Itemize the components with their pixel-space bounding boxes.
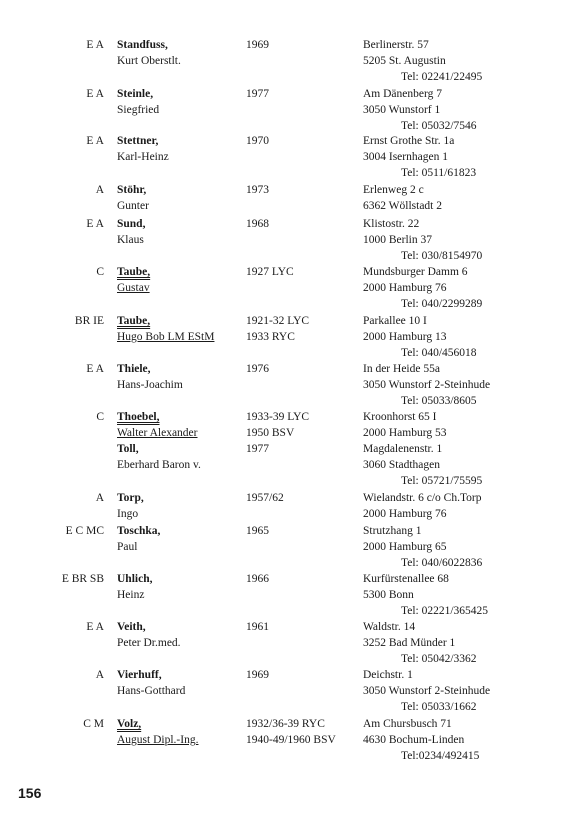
year-line: 1940-49/1960 BSV bbox=[246, 734, 336, 746]
member-given-name: Hans-Gotthard bbox=[117, 685, 186, 697]
membership-code: E BR SB bbox=[61, 573, 104, 585]
membership-code: C M bbox=[83, 718, 104, 730]
address-line: Strutzhang 1 bbox=[363, 525, 422, 537]
member-given-name: Klaus bbox=[117, 234, 144, 246]
year-line: 1927 LYC bbox=[246, 266, 294, 278]
address-line: 3252 Bad Münder 1 bbox=[363, 637, 456, 649]
member-given-name: Gunter bbox=[117, 200, 149, 212]
year-line: 1932/36-39 RYC bbox=[246, 718, 325, 730]
page-number: 156 bbox=[18, 785, 42, 801]
member-address bbox=[363, 490, 482, 522]
member-address bbox=[363, 86, 477, 134]
address-line: Magdalenenstr. 1 bbox=[363, 443, 443, 455]
member-surname: Vierhuff, bbox=[117, 669, 162, 681]
member-surname: Steinle, bbox=[117, 88, 154, 100]
address-line: Parkallee 10 I bbox=[363, 315, 427, 327]
member-name bbox=[117, 619, 181, 651]
member-address bbox=[363, 667, 490, 715]
member-address bbox=[363, 361, 490, 409]
address-line: In der Heide 55a bbox=[363, 363, 440, 375]
address-line: 4630 Bochum-Linden bbox=[363, 734, 465, 746]
membership-code: E A bbox=[86, 39, 104, 51]
member-name bbox=[117, 571, 152, 603]
member-address bbox=[363, 37, 482, 85]
year-line: 1968 bbox=[246, 218, 269, 230]
member-given-name: Siegfried bbox=[117, 104, 160, 116]
membership-code: E C MC bbox=[65, 525, 104, 537]
member-given-name: Peter Dr.med. bbox=[117, 637, 181, 649]
member-surname: Thiele, bbox=[117, 363, 151, 375]
membership-code: E A bbox=[86, 363, 104, 375]
member-surname: Taube, bbox=[117, 266, 151, 278]
address-line: 6362 Wöllstadt 2 bbox=[363, 200, 443, 212]
year-line: 1950 BSV bbox=[246, 427, 295, 439]
member-address bbox=[363, 619, 477, 667]
member-address bbox=[363, 264, 482, 312]
year-line: 1969 bbox=[246, 39, 269, 51]
member-name bbox=[117, 409, 198, 441]
member-address bbox=[363, 216, 482, 264]
year-line: 1977 bbox=[246, 88, 269, 100]
member-name bbox=[117, 523, 160, 555]
member-name bbox=[117, 667, 185, 699]
member-given-name: Karl-Heinz bbox=[117, 151, 169, 163]
telephone: Tel: 030/8154970 bbox=[401, 250, 483, 262]
member-surname: Uhlich, bbox=[117, 573, 153, 585]
membership-code: E A bbox=[86, 621, 104, 633]
membership-years bbox=[246, 37, 269, 53]
member-surname: Stöhr, bbox=[117, 184, 147, 196]
member-name bbox=[117, 86, 159, 118]
year-line: 1973 bbox=[246, 184, 269, 196]
address-line: 2000 Hamburg 53 bbox=[363, 427, 447, 439]
year-line: 1965 bbox=[246, 525, 269, 537]
member-address bbox=[363, 716, 479, 764]
membership-years bbox=[246, 409, 309, 441]
member-surname: Sund, bbox=[117, 218, 146, 230]
member-name bbox=[117, 182, 149, 214]
telephone: Tel: 040/456018 bbox=[401, 347, 477, 359]
telephone: Tel: 040/2299289 bbox=[401, 298, 483, 310]
member-name bbox=[117, 441, 201, 473]
address-line: 2000 Hamburg 76 bbox=[363, 282, 447, 294]
address-line: Erlenweg 2 c bbox=[363, 184, 424, 196]
member-surname: Thoebel, bbox=[117, 411, 160, 423]
telephone: Tel: 05721/75595 bbox=[401, 475, 483, 487]
membership-code: C bbox=[96, 266, 104, 278]
address-line: 2000 Hamburg 65 bbox=[363, 541, 447, 553]
address-line: Wielandstr. 6 c/o Ch.Torp bbox=[363, 492, 482, 504]
member-given-name: Hugo Bob LM EStM bbox=[117, 331, 215, 343]
member-name bbox=[117, 490, 144, 522]
membership-code: E A bbox=[86, 135, 104, 147]
member-address bbox=[363, 409, 446, 441]
member-given-name: August Dipl.-Ing. bbox=[117, 734, 199, 746]
address-line: 3060 Stadthagen bbox=[363, 459, 440, 471]
address-line: 3050 Wunstorf 1 bbox=[363, 104, 441, 116]
year-line: 1976 bbox=[246, 363, 269, 375]
member-given-name: Hans-Joachim bbox=[117, 379, 183, 391]
telephone: Tel: 05042/3362 bbox=[401, 653, 477, 665]
year-line: 1966 bbox=[246, 573, 269, 585]
telephone: Tel: 05033/1662 bbox=[401, 701, 477, 713]
member-name bbox=[117, 133, 169, 165]
membership-years bbox=[246, 182, 269, 198]
member-address bbox=[363, 571, 488, 619]
member-given-name: Ingo bbox=[117, 508, 139, 520]
membership-years bbox=[246, 523, 269, 539]
membership-code: A bbox=[95, 492, 104, 504]
address-line: Waldstr. 14 bbox=[363, 621, 416, 633]
member-surname: Toll, bbox=[117, 443, 139, 455]
telephone: Tel:0234/492415 bbox=[401, 750, 480, 762]
address-line: Klistostr. 22 bbox=[363, 218, 420, 230]
member-given-name: Paul bbox=[117, 541, 138, 553]
address-line: 2000 Hamburg 13 bbox=[363, 331, 447, 343]
member-surname: Toschka, bbox=[117, 525, 161, 537]
address-line: 2000 Hamburg 76 bbox=[363, 508, 447, 520]
address-line: Deichstr. 1 bbox=[363, 669, 413, 681]
member-surname: Stettner, bbox=[117, 135, 159, 147]
membership-years bbox=[246, 216, 269, 232]
membership-years bbox=[246, 133, 269, 149]
membership-years bbox=[246, 571, 269, 587]
membership-code: A bbox=[95, 669, 104, 681]
address-line: 3004 Isernhagen 1 bbox=[363, 151, 448, 163]
member-address bbox=[363, 441, 482, 489]
member-name bbox=[117, 216, 145, 248]
membership-code: C bbox=[96, 411, 104, 423]
membership-years bbox=[246, 619, 269, 635]
year-line: 1933 RYC bbox=[246, 331, 295, 343]
member-given-name: Eberhard Baron v. bbox=[117, 459, 201, 471]
member-name bbox=[117, 37, 181, 69]
member-address bbox=[363, 133, 476, 181]
membership-years bbox=[246, 667, 269, 683]
address-line: 3050 Wunstorf 2-Steinhude bbox=[363, 685, 491, 697]
member-surname: Veith, bbox=[117, 621, 146, 633]
member-surname: Standfuss, bbox=[117, 39, 168, 51]
member-given-name: Walter Alexander bbox=[117, 427, 198, 439]
address-line: Berlinerstr. 57 bbox=[363, 39, 429, 51]
address-line: Am Dänenberg 7 bbox=[363, 88, 442, 100]
telephone: Tel: 0511/61823 bbox=[401, 167, 477, 179]
telephone: Tel: 02241/22495 bbox=[401, 71, 483, 83]
membership-code: E A bbox=[86, 218, 104, 230]
address-line: Kroonhorst 65 I bbox=[363, 411, 437, 423]
address-line: Ernst Grothe Str. 1a bbox=[363, 135, 455, 147]
member-surname: Volz, bbox=[117, 718, 142, 730]
member-address bbox=[363, 313, 477, 361]
membership-years bbox=[246, 313, 309, 345]
member-address bbox=[363, 182, 442, 214]
year-line: 1961 bbox=[246, 621, 269, 633]
member-name bbox=[117, 313, 214, 345]
member-surname: Taube, bbox=[117, 315, 151, 327]
telephone: Tel: 02221/365425 bbox=[401, 605, 489, 617]
address-line: 3050 Wunstorf 2-Steinhude bbox=[363, 379, 491, 391]
membership-years bbox=[246, 361, 269, 377]
address-line: Kurfürstenallee 68 bbox=[363, 573, 449, 585]
membership-code: BR IE bbox=[74, 315, 104, 327]
member-address bbox=[363, 523, 482, 571]
address-line: Mundsburger Damm 6 bbox=[363, 266, 468, 278]
member-given-name: Heinz bbox=[117, 589, 145, 601]
member-name bbox=[117, 716, 198, 748]
address-line: 5300 Bonn bbox=[363, 589, 414, 601]
address-line: 5205 St. Augustin bbox=[363, 55, 446, 67]
address-line: Am Chursbusch 71 bbox=[363, 718, 452, 730]
year-line: 1969 bbox=[246, 669, 269, 681]
member-given-name: Kurt Oberstlt. bbox=[117, 55, 181, 67]
member-given-name: Gustav bbox=[117, 282, 150, 294]
address-line: 1000 Berlin 37 bbox=[363, 234, 432, 246]
year-line: 1957/62 bbox=[246, 492, 284, 504]
membership-years bbox=[246, 264, 294, 280]
membership-years bbox=[246, 490, 284, 506]
membership-years bbox=[246, 441, 269, 457]
membership-code: E A bbox=[86, 88, 104, 100]
membership-years bbox=[246, 716, 336, 748]
member-surname: Torp, bbox=[117, 492, 144, 504]
membership-code: A bbox=[95, 184, 104, 196]
membership-years bbox=[246, 86, 269, 102]
year-line: 1977 bbox=[246, 443, 269, 455]
telephone: Tel: 05032/7546 bbox=[401, 120, 477, 132]
telephone: Tel: 05033/8605 bbox=[401, 395, 477, 407]
member-name bbox=[117, 361, 183, 393]
telephone: Tel: 040/6022836 bbox=[401, 557, 483, 569]
member-name bbox=[117, 264, 150, 296]
year-line: 1970 bbox=[246, 135, 269, 147]
year-line: 1921-32 LYC bbox=[246, 315, 310, 327]
year-line: 1933-39 LYC bbox=[246, 411, 310, 423]
